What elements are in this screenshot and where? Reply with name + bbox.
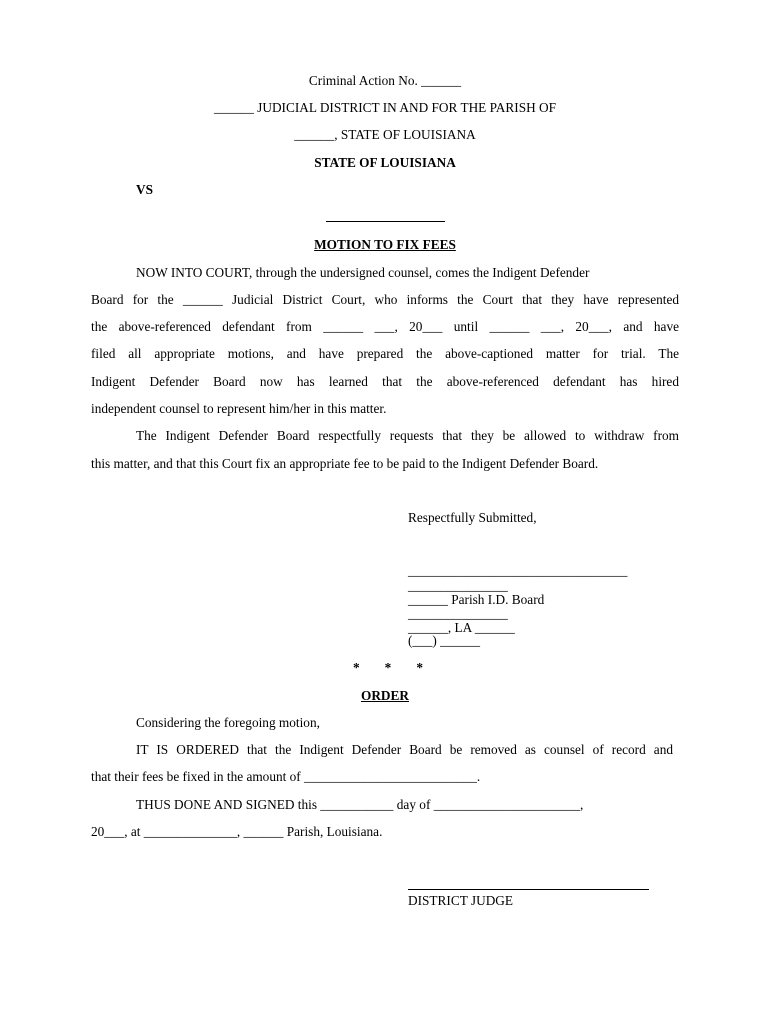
judge-signature-line xyxy=(408,889,649,890)
signature-blank-1: _______________ xyxy=(408,578,508,593)
paragraph2-line2: this matter, and that this Court fix an appropriate fee to be paid to the Indigent Defender Board. xyxy=(91,456,599,471)
criminal-action-number: Criminal Action No. ______ xyxy=(308,73,462,88)
paragraph1-line3: the above-referenced defendant from ______ ___, 20___ until ______ ___, 20___, and have xyxy=(91,319,679,334)
judicial-district-line: ______ JUDICIAL DISTRICT IN AND FOR THE PARISH OF xyxy=(213,100,557,115)
order-signed-line1: THUS DONE AND SIGNED this ___________ day of ______________________, xyxy=(136,797,584,812)
paragraph1-line6: independent counsel to represent him/her in this matter. xyxy=(91,401,387,416)
paragraph1-line2: Board for the ______ Judicial District Court, who informs the Court that they have represented xyxy=(91,292,679,307)
order-ordered-line2: that their fees be fixed in the amount of __________________________. xyxy=(91,769,481,784)
motion-title: MOTION TO FIX FEES xyxy=(314,237,456,252)
state-line: ______, STATE OF LOUISIANA xyxy=(294,127,476,142)
order-title: ORDER xyxy=(360,688,410,703)
signature-blank-2: _______________ xyxy=(408,606,508,621)
phone-number: (___) ______ xyxy=(408,633,481,648)
separator-star: * xyxy=(353,660,360,675)
paragraph1-line1: NOW INTO COURT, through the undersigned counsel, comes the Indigent Defender xyxy=(136,265,590,280)
order-considering: Considering the foregoing motion, xyxy=(136,715,320,730)
district-judge-label: DISTRICT JUDGE xyxy=(408,893,514,908)
city-state-zip: ______, LA ______ xyxy=(408,620,515,635)
separator-star: * xyxy=(384,660,392,675)
plaintiff-name: STATE OF LOUISIANA xyxy=(314,155,456,170)
order-signed-line2: 20___, at ______________, ______ Parish, Louisiana. xyxy=(91,824,383,839)
signature-line: _________________________________ xyxy=(408,563,628,578)
respectfully-submitted: Respectfully Submitted, xyxy=(408,510,537,525)
defendant-name-blank xyxy=(326,221,445,222)
parish-id-board: ______ Parish I.D. Board xyxy=(408,592,545,607)
paragraph1-line5: Indigent Defender Board now has learned that the above-referenced defendant has hired xyxy=(91,374,679,389)
section-separator xyxy=(353,660,423,676)
order-ordered-line1: IT IS ORDERED that the Indigent Defender Board be removed as counsel of record and xyxy=(136,742,673,757)
separator-star: * xyxy=(416,660,423,675)
versus-label: VS xyxy=(136,182,153,197)
paragraph1-line4: filed all appropriate motions, and have prepared the above-captioned matter for trial. The xyxy=(91,346,679,361)
paragraph2-line1: The Indigent Defender Board respectfully requests that they be allowed to withdraw from xyxy=(136,428,679,443)
